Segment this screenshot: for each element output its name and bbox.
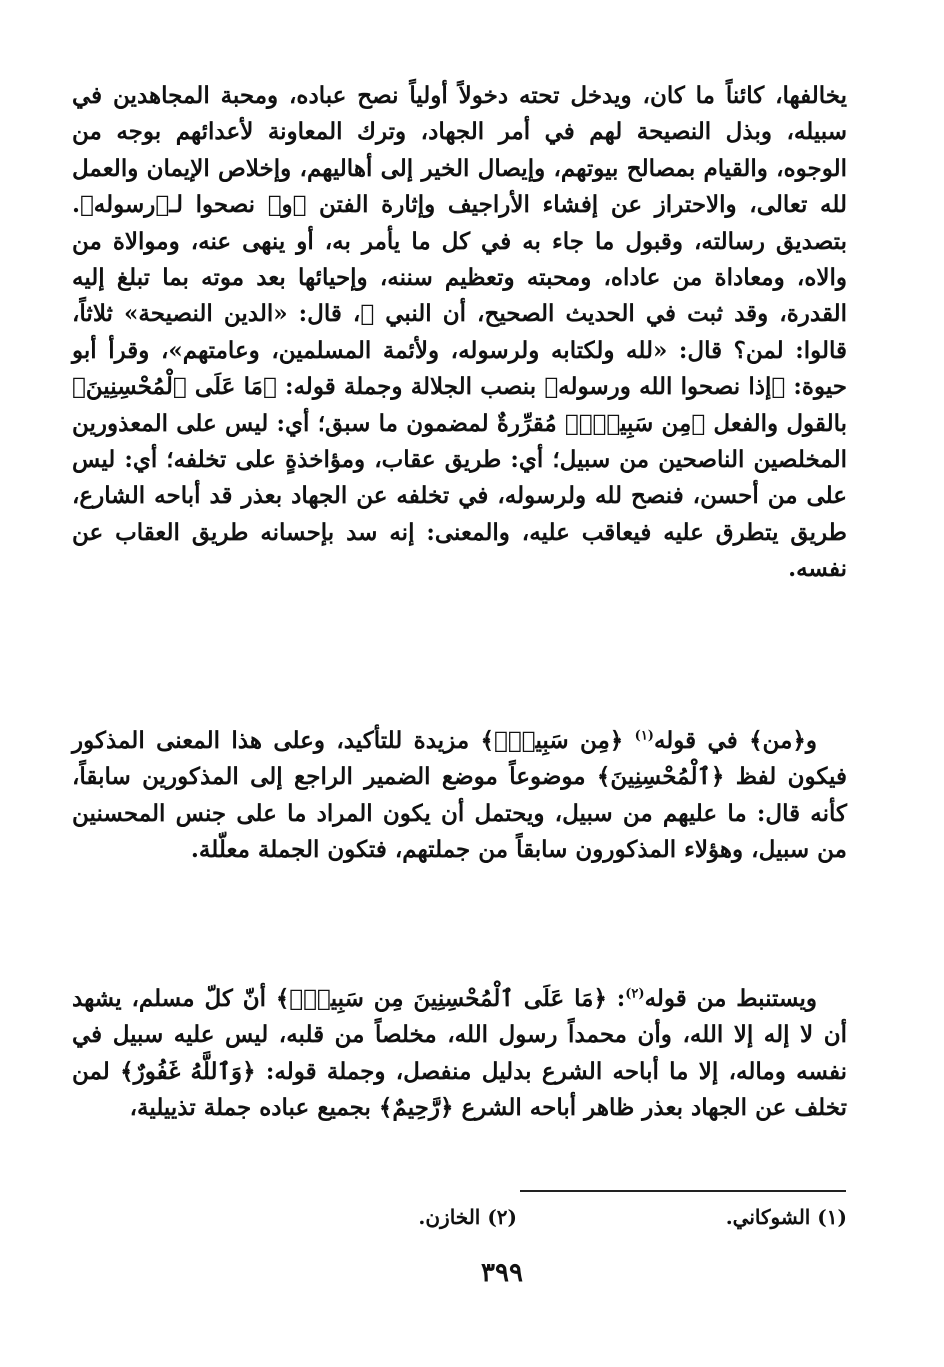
paragraph-2-rest: ﴿مِن سَبِيلٍۚ﴾ مزيدة للتأكيد، وعلى هذا المعنى المذكور فيكون لفظ ﴿ٱلْمُحْسِنِينَ﴾ موضوعاً موضع الضمير الراجع إلى المذكورين سابقاً، كأنه قال: ما عليهم من سبيل، ويحتمل أن يكون المراد ما على جنس المحسنين من سبيل، وهؤلاء المذكورون سابقاً من جملتهم، فتكون الجملة معلّلة. [72, 727, 847, 864]
paragraph-2 [72, 723, 847, 869]
paragraph-3 [72, 981, 847, 1127]
paragraph-2-start: و﴿من﴾ في قوله [653, 727, 817, 754]
paragraph-3-start: ويستنبط من قوله [644, 985, 817, 1012]
footnote-ref-2: (٢) [625, 986, 645, 1002]
footnote-1: (١) الشوكاني. [725, 1205, 847, 1229]
text-block-3 [72, 981, 847, 1127]
paragraph-3-rest: : ﴿مَا عَلَى ٱلْمُحْسِنِينَ مِن سَبِيلٍۚ﴾ أنّ كلّ مسلم، يشهد أن لا إله إلا الله، وأن محمداً رسول الله، مخلصاً من قلبه، ليس عليه سبيل في نفسه وماله، إلا ما أباحه الشرع بدليل منفصل، وجملة قوله: ﴿وَٱللَّهُ غَفُورٌ﴾ لمن تخلف عن الجهاد بعذر ظاهر أباحه الشرع ﴿رَّحِيمٌ﴾ بجميع عباده جملة تذييلية، [72, 985, 847, 1122]
footnote-2: (٢) الخازن. [418, 1205, 517, 1229]
text-block-2 [72, 723, 847, 869]
text-block-1 [72, 78, 847, 588]
page-number: ٣٩٩ [481, 1258, 523, 1288]
paragraph-1: يخالفها، كائناً ما كان، ويدخل تحته دخولاً أولياً نصح عباده، ومحبة المجاهدين في سبيله، وبذل النصيحة لهم في أمر الجهاد، وترك المعاونة لأعدائهم بوجه من الوجوه، والقيام بمصالح بيوتهم، وإيصال الخير إلى أهاليهم، وإخلاص الإيمان والعمل لله تعالى، والاحتراز عن إفشاء الأراجيف وإثارة الفتن ﴿و﴾ نصحوا لـ﴿رسوله﴾. بتصديق رسالته، وقبول ما جاء به في كل ما يأمر به، أو ينهى عنه، وموالاة من والاه، ومعاداة من عاداه، ومحبته وتعظيم سننه، وإحيائها بعد موته بما تبلغ إليه القدرة، وقد ثبت في الحديث الصحيح، أن النبي ﷺ، قال: «الدين النصيحة» ثلاثاً، قالوا: لمن؟ قال: «لله ولكتابه ولرسوله، ولأئمة المسلمين، وعامتهم»، وقرأ أبو حيوة: ﴿إذا نصحوا الله ورسوله﴾ بنصب الجلالة وجملة قوله: ﴿مَا عَلَى ٱلْمُحْسِنِينَ﴾ بالقول والفعل ﴿مِن سَبِيلٍۚ﴾ مُقرِّرةٌ لمضمون ما سبق؛ أي: ليس على المعذورين المخلصين الناصحين من سبيل؛ أي: طريق عقاب، ومؤاخذةٍ على تخلفه؛ أي: ليس على من أحسن، فنصح لله ولرسوله، في تخلفه عن الجهاد بعذر قد أباحه الشارع، طريق يتطرق عليه فيعاقب عليه، والمعنى: إنه سد بإحسانه طريق العقاب عن نفسه. [72, 82, 847, 583]
footnote-ref-1: (١) [634, 728, 654, 744]
footnote-separator [520, 1190, 846, 1192]
